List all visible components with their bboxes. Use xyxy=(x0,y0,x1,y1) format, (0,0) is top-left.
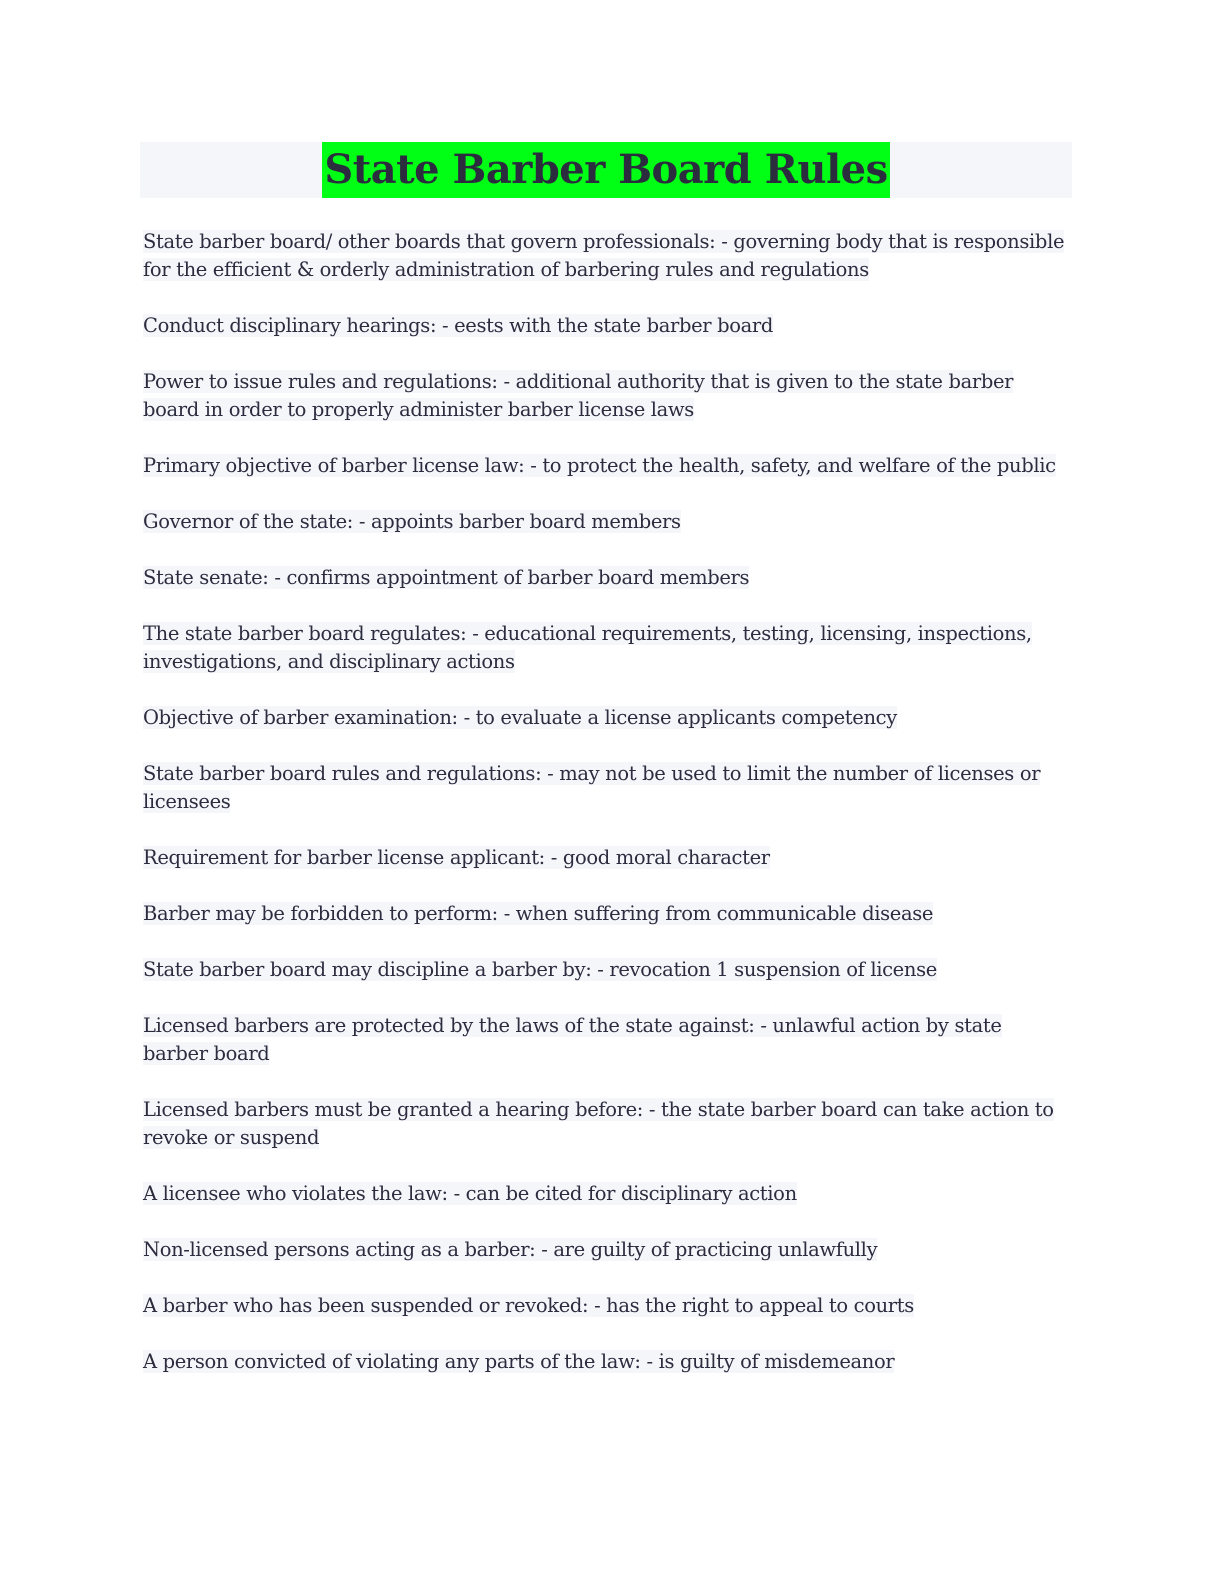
title-band xyxy=(140,142,1072,198)
entry-text: Barber may be forbidden to perform: - when suffering from communicable disease xyxy=(143,902,934,925)
list-item xyxy=(143,1292,1072,1320)
list-item xyxy=(143,452,1072,480)
entry-text: Requirement for barber license applicant: - good moral character xyxy=(143,846,770,869)
list-item xyxy=(143,312,1072,340)
list-item xyxy=(143,1180,1072,1208)
document-page xyxy=(140,142,1072,1404)
entry-text: State barber board may discipline a barber by: - revocation 1 suspension of license xyxy=(143,958,937,981)
list-item xyxy=(143,228,1072,284)
list-item xyxy=(143,1012,1072,1068)
entry-text: State barber board rules and regulations: - may not be used to limit the number of licenses or licensees xyxy=(143,762,1041,813)
list-item xyxy=(143,760,1072,816)
entry-text: The state barber board regulates: - educational requirements, testing, licensing, inspections, investigations, and disciplinary actions xyxy=(143,622,1032,673)
document-title: State Barber Board Rules xyxy=(322,142,889,198)
entry-text: Conduct disciplinary hearings: - eests with the state barber board xyxy=(143,314,774,337)
entry-text: A barber who has been suspended or revoked: - has the right to appeal to courts xyxy=(143,1294,914,1317)
list-item xyxy=(143,564,1072,592)
list-item xyxy=(143,1236,1072,1264)
entry-text: State barber board/ other boards that govern professionals: - governing body that is responsible for the efficient & orderly administration of barbering rules and regulations xyxy=(143,230,1065,281)
entry-text: State senate: - confirms appointment of barber board members xyxy=(143,566,750,589)
list-item xyxy=(143,1096,1072,1152)
list-item xyxy=(143,844,1072,872)
entry-text: Power to issue rules and regulations: - additional authority that is given to the state barber board in order to properly administer barber license laws xyxy=(143,370,1014,421)
entry-text: A licensee who violates the law: - can be cited for disciplinary action xyxy=(143,1182,797,1205)
entry-text: Licensed barbers must be granted a hearing before: - the state barber board can take action to revoke or suspend xyxy=(143,1098,1054,1149)
entries-list xyxy=(140,228,1072,1376)
entry-text: Governor of the state: - appoints barber board members xyxy=(143,510,681,533)
list-item xyxy=(143,368,1072,424)
list-item xyxy=(143,956,1072,984)
entry-text: Primary objective of barber license law: - to protect the health, safety, and welfare of the public xyxy=(143,454,1056,477)
entry-text: Objective of barber examination: - to evaluate a license applicants competency xyxy=(143,706,897,729)
list-item xyxy=(143,1348,1072,1376)
list-item xyxy=(143,704,1072,732)
entry-text: Non-licensed persons acting as a barber: - are guilty of practicing unlawfully xyxy=(143,1238,878,1261)
list-item xyxy=(143,620,1072,676)
list-item xyxy=(143,900,1072,928)
entry-text: A person convicted of violating any parts of the law: - is guilty of misdemeanor xyxy=(143,1350,895,1373)
list-item xyxy=(143,508,1072,536)
entry-text: Licensed barbers are protected by the laws of the state against: - unlawful action by state barber board xyxy=(143,1014,1002,1065)
